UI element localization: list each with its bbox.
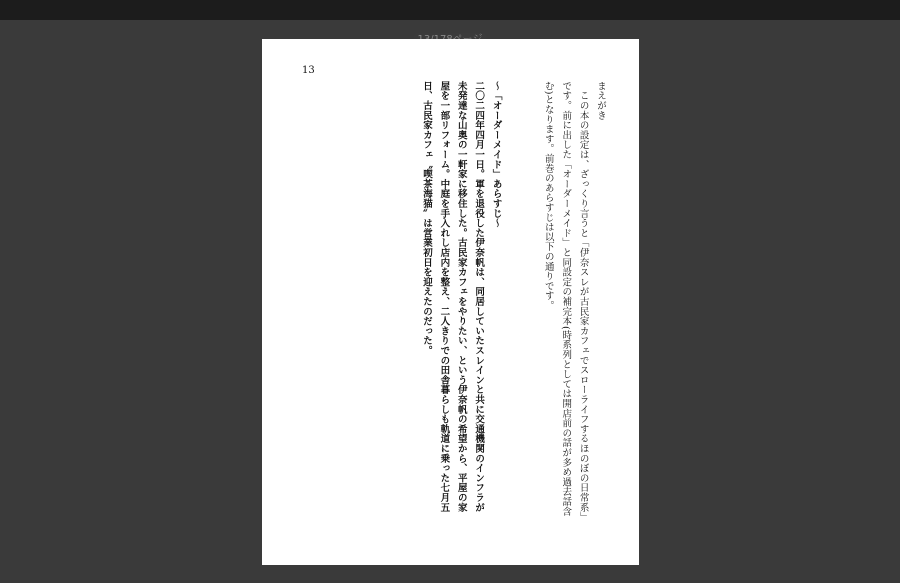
text-line: です。前に出した「オーダーメイド」と同設定の補完本(時系列としては開店前の話が多め過去話含 [560,81,572,517]
synopsis-line: 未発達な山奥の一軒家に移住した。古民家カフェをやりたい、という伊奈帆の希望から、平屋の家 [455,81,467,513]
synopsis-line: 日、古民家カフェ〝喫茶海猫〟は営業初日を迎えたのだった。 [420,81,432,356]
blank-line [505,81,522,521]
window-title-bar [0,0,900,20]
text-line: この本の設定は、ざっくり言うと「伊奈スレが古民家カフェでスローライフするほのぼの日常系」 [577,81,589,522]
blank-line [522,81,539,521]
synopsis-heading: ～「オーダーメイド」あらすじ～ [490,81,502,228]
synopsis-line: 二〇二四年四月一日。軍を退役した伊奈帆は、同居していたスレインと共に交通機関のインフラが [473,81,485,513]
preface-heading: まえがき [595,81,606,121]
page-number: 13 [302,65,315,76]
vertical-text-body [418,81,609,521]
document-page [262,39,639,565]
synopsis-line: 屋を一部リフォーム。中庭を手入れし店内を整え、二人きりでの田舎暮らしも軌道に乗った七月五 [438,81,450,513]
text-line: む)となります。前巻のあらすじは以下の通りです。 [542,81,554,311]
